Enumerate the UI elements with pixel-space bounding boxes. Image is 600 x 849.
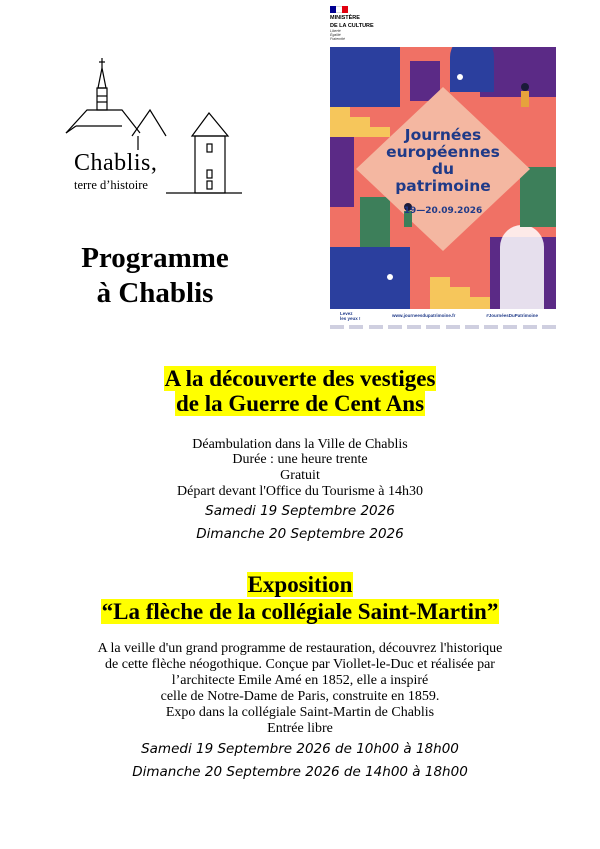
poster-slogan: [340, 311, 361, 321]
french-flag-icon: [330, 6, 348, 13]
section1-heading-line2: [0, 390, 600, 417]
poster-title-line2: européennes: [386, 143, 500, 161]
ministry-name-line1: MINISTÈRE: [330, 15, 360, 21]
poster-title-line1: Journées: [404, 126, 482, 144]
section2-text-line2: de cette flèche néogothique. Conçue par Viollet-le-Duc et réalisée par: [105, 657, 495, 672]
logo-title: Chablis,: [74, 150, 158, 176]
sponsor-logos-strip: [330, 325, 556, 331]
section1-heading-text2: de la Guerre de Cent Ans: [175, 391, 425, 416]
section2-text-line6: Entrée libre: [267, 721, 333, 736]
ministry-motto-3: Fraternité: [330, 37, 345, 41]
section1-heading-line1: [0, 365, 600, 392]
logo-subtitle: terre d’histoire: [74, 178, 148, 192]
poster-footer: [330, 311, 556, 337]
section1-text-line4: Départ devant l'Office du Tourisme à 14h30: [177, 484, 423, 499]
section2-heading-text1: Exposition: [247, 572, 353, 597]
section2-text-line5: Expo dans la collégiale Saint-Martin de Chablis: [165, 705, 435, 720]
section2-date2: Dimanche 20 Septembre 2026 de 14h00 à 18h00: [132, 764, 468, 780]
section2-heading-line2: [0, 598, 600, 625]
section1-text-line2: Durée : une heure trente: [232, 452, 368, 467]
section2-heading-line1: [0, 571, 600, 598]
ministry-motto-2: Égalité: [330, 33, 341, 37]
section1-date2: Dimanche 20 Septembre 2026: [196, 526, 404, 542]
section2-date1: Samedi 19 Septembre 2026 de 10h00 à 18h00: [141, 741, 459, 757]
section1-text-line1: Déambulation dans la Ville de Chablis: [192, 437, 408, 452]
poster-dates: 19—20.09.2026: [403, 206, 483, 216]
programme-title-line2: à Chablis: [96, 277, 214, 309]
ministry-logo: [330, 6, 410, 41]
section1-heading-text1: A la découverte des vestiges: [164, 366, 436, 391]
section2-heading-text2: “La flèche de la collégiale Saint-Martin”: [101, 599, 499, 624]
poster-title-line4: patrimoine: [395, 177, 491, 195]
poster-slogan-line1: Levez: [340, 311, 353, 316]
section2-text-line1: A la veille d'un grand programme de restauration, découvrez l'historique: [97, 641, 503, 656]
poster-hashtag: #JournéesDuPatrimoine: [486, 313, 538, 318]
poster-url: www.journeesdupatrimoine.fr: [392, 313, 456, 318]
poster-title-line3: du: [431, 160, 455, 178]
section1-date1: Samedi 19 Septembre 2026: [205, 503, 395, 519]
poster-title: [330, 127, 556, 195]
section2-text-line3: l’architecte Emile Amé en 1852, elle a inspiré: [171, 673, 429, 688]
section1-text-line3: Gratuit: [280, 468, 320, 483]
section2-text-line4: celle de Notre-Dame de Paris, construite en 1859.: [160, 689, 440, 704]
programme-title-line1: Programme: [81, 242, 229, 274]
ministry-motto-1: Liberté: [330, 29, 341, 33]
ministry-name-line2: DE LA CULTURE: [330, 23, 374, 29]
poster-slogan-line2: les yeux !: [340, 316, 361, 321]
